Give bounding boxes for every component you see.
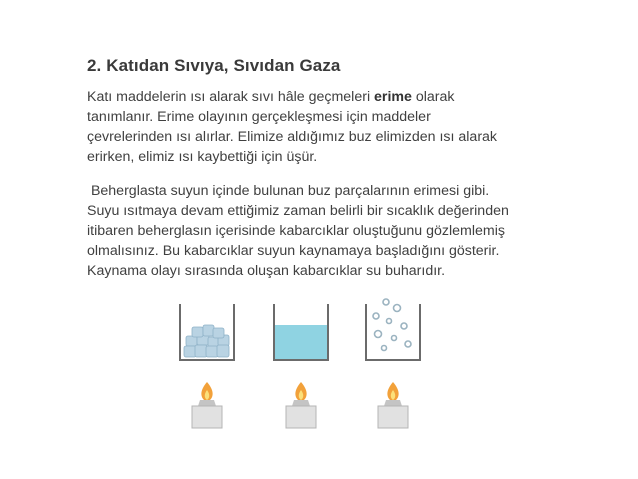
beaker-illustration [170,294,430,444]
paragraph-line: Kaynama olayı sırasında oluşan kabarcıklar su buharıdır. [87,263,446,279]
paragraph-line: Suyu ısıtmaya devam ettiğimiz zaman belirli bir sıcaklık değerinden [87,203,509,219]
bubble [375,331,382,338]
flame-icon [295,382,306,402]
ice-cube [217,345,229,357]
ice-cube [206,346,218,357]
section-title: 2. Katıdan Sıvıya, Sıvıdan Gaza [87,56,341,75]
bubble [373,313,379,319]
ice-cube [184,346,196,357]
paragraph-line: çevrelerinden ısı alırlar. Elimize aldığımız buz elimizden ısı alarak [87,129,498,145]
text-segment: Katı maddelerin ısı alarak sıvı hâle geçmeleri [87,89,375,105]
paragraph-line: Beherglasta suyun içinde bulunan buz parçalarının erimesi gibi. [87,183,490,199]
stage-ice [180,304,234,428]
paragraph-boiling [87,181,579,281]
burner-icon [192,400,222,428]
bubble [405,341,411,347]
stage-bubbles [366,299,420,428]
burner-icon [378,400,408,428]
paragraph-melting [87,87,579,167]
bubble [387,319,392,324]
bubble [382,346,387,351]
paragraph-line: erirken, elimiz ısı kaybettiği için üşür. [87,149,318,165]
flame-icon [201,382,212,402]
burner-icon [286,400,316,428]
bubble [392,336,397,341]
bold-term-erime: erime [374,89,412,105]
bubble [383,299,389,305]
beaker-illustration-svg [170,294,430,444]
stage-water [274,304,328,428]
paragraph-line: tanımlanır. Erime olayının gerçekleşmesi için maddeler [87,109,431,125]
paragraph-line: olmalısınız. Bu kabarcıklar suyun kaynamaya başladığını gösterir. [87,243,500,259]
bubble [394,305,401,312]
ice-cubes [184,325,229,357]
ice-cube [186,336,197,346]
text-segment: olarak [411,89,455,105]
ice-cube [203,325,214,336]
ice-cube [195,345,207,357]
bubble [401,323,407,329]
bubbles [373,299,411,351]
beaker-icon [366,304,420,360]
ice-cube [213,328,224,338]
flame-icon [387,382,398,402]
ice-cube [192,327,203,337]
water-fill [275,325,327,360]
paragraph-line [87,87,579,107]
paragraph-line: itibaren beherglasın içerisinde kabarcıklar oluştuğunu gözlemlemiş [87,223,505,239]
